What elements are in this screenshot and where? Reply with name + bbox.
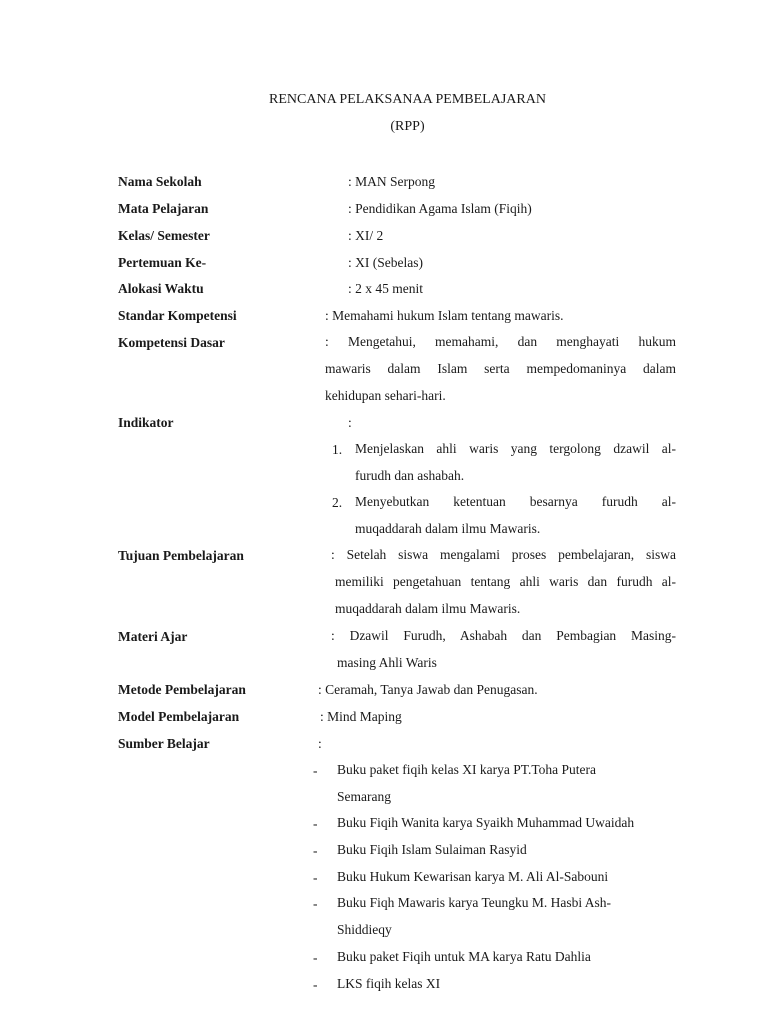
label-metode-pembelajaran: Metode Pembelajaran bbox=[118, 682, 246, 697]
value-tujuan-line1: : Setelah siswa mengalami proses pembelajaran, siswa bbox=[331, 547, 676, 562]
value-alokasi-waktu: : 2 x 45 menit bbox=[348, 281, 423, 296]
label-kompetensi-dasar: Kompetensi Dasar bbox=[118, 335, 225, 350]
sumber-item-line1: Buku Fiqih Wanita karya Syaikh Muhammad Uwaidah bbox=[337, 815, 635, 830]
value-tujuan-line3: muqaddarah dalam ilmu Mawaris. bbox=[335, 601, 521, 616]
value-materi-line1: : Dzawil Furudh, Ashabah dan Pembagian Masing- bbox=[331, 628, 676, 643]
sumber-colon: : bbox=[318, 736, 322, 751]
value-model-pembelajaran: : Mind Maping bbox=[320, 709, 402, 724]
value-nama-sekolah: : MAN Serpong bbox=[348, 174, 435, 189]
bullet-dash: - bbox=[313, 816, 318, 831]
sumber-item-line1: LKS fiqih kelas XI bbox=[337, 976, 441, 991]
sumber-item-line2: Semarang bbox=[337, 789, 391, 804]
indikator-item-line2: muqaddarah dalam ilmu Mawaris. bbox=[355, 521, 541, 536]
value-kelas-semester: : XI/ 2 bbox=[348, 228, 384, 243]
label-nama-sekolah: Nama Sekolah bbox=[118, 174, 202, 189]
label-pertemuan: Pertemuan Ke- bbox=[118, 255, 207, 270]
bullet-dash: - bbox=[313, 763, 318, 778]
sumber-item-line1: Buku Fiqih Islam Sulaiman Rasyid bbox=[337, 842, 527, 857]
value-tujuan-line2: memiliki pengetahuan tentang ahli waris dan furudh al- bbox=[335, 574, 676, 589]
sumber-item-line1: Buku Hukum Kewarisan karya M. Ali Al-Sabouni bbox=[337, 869, 609, 884]
document-subtitle: (RPP) bbox=[390, 119, 425, 134]
indikator-colon: : bbox=[348, 415, 352, 430]
bullet-dash: - bbox=[313, 843, 318, 858]
value-materi-line2: masing Ahli Waris bbox=[337, 655, 437, 670]
label-model-pembelajaran: Model Pembelajaran bbox=[118, 709, 240, 724]
sumber-item-line1: Buku paket fiqih kelas XI karya PT.Toha Putera bbox=[337, 762, 596, 777]
label-sumber-belajar: Sumber Belajar bbox=[118, 736, 210, 751]
label-kelas-semester: Kelas/ Semester bbox=[118, 228, 210, 243]
indikator-number: 1. bbox=[332, 442, 343, 457]
bullet-dash: - bbox=[313, 977, 318, 992]
document-title: RENCANA PELAKSANAA PEMBELAJARAN bbox=[269, 92, 546, 107]
label-standar-kompetensi: Standar Kompetensi bbox=[118, 308, 237, 323]
indikator-item-line1: Menyebutkan ketentuan besarnya furudh al- bbox=[355, 494, 676, 509]
indikator-item-line2: furudh dan ashabah. bbox=[355, 468, 465, 483]
value-mata-pelajaran: : Pendidikan Agama Islam (Fiqih) bbox=[348, 201, 532, 216]
label-indikator: Indikator bbox=[118, 415, 174, 430]
indikator-item-line1: Menjelaskan ahli waris yang tergolong dzawil al- bbox=[355, 441, 676, 456]
bullet-dash: - bbox=[313, 896, 318, 911]
value-kompetensi-dasar-line3: kehidupan sehari-hari. bbox=[325, 388, 446, 403]
sumber-item-line1: Buku Fiqh Mawaris karya Teungku M. Hasbi Ash- bbox=[337, 895, 612, 910]
label-alokasi-waktu: Alokasi Waktu bbox=[118, 281, 204, 296]
sumber-item-line2: Shiddieqy bbox=[337, 922, 392, 937]
value-kompetensi-dasar-line2: mawaris dalam Islam serta mempedomaninya dalam bbox=[325, 361, 676, 376]
indikator-number: 2. bbox=[332, 495, 343, 510]
label-materi-ajar: Materi Ajar bbox=[118, 629, 188, 644]
bullet-dash: - bbox=[313, 950, 318, 965]
sumber-item-line1: Buku paket Fiqih untuk MA karya Ratu Dahlia bbox=[337, 949, 591, 964]
label-mata-pelajaran: Mata Pelajaran bbox=[118, 201, 209, 216]
value-standar-kompetensi: : Memahami hukum Islam tentang mawaris. bbox=[325, 308, 564, 323]
value-metode-pembelajaran: : Ceramah, Tanya Jawab dan Penugasan. bbox=[318, 682, 538, 697]
value-kompetensi-dasar-line1: : Mengetahui, memahami, dan menghayati hukum bbox=[325, 334, 676, 349]
bullet-dash: - bbox=[313, 870, 318, 885]
label-tujuan-pembelajaran: Tujuan Pembelajaran bbox=[118, 548, 244, 563]
value-pertemuan: : XI (Sebelas) bbox=[348, 255, 423, 270]
